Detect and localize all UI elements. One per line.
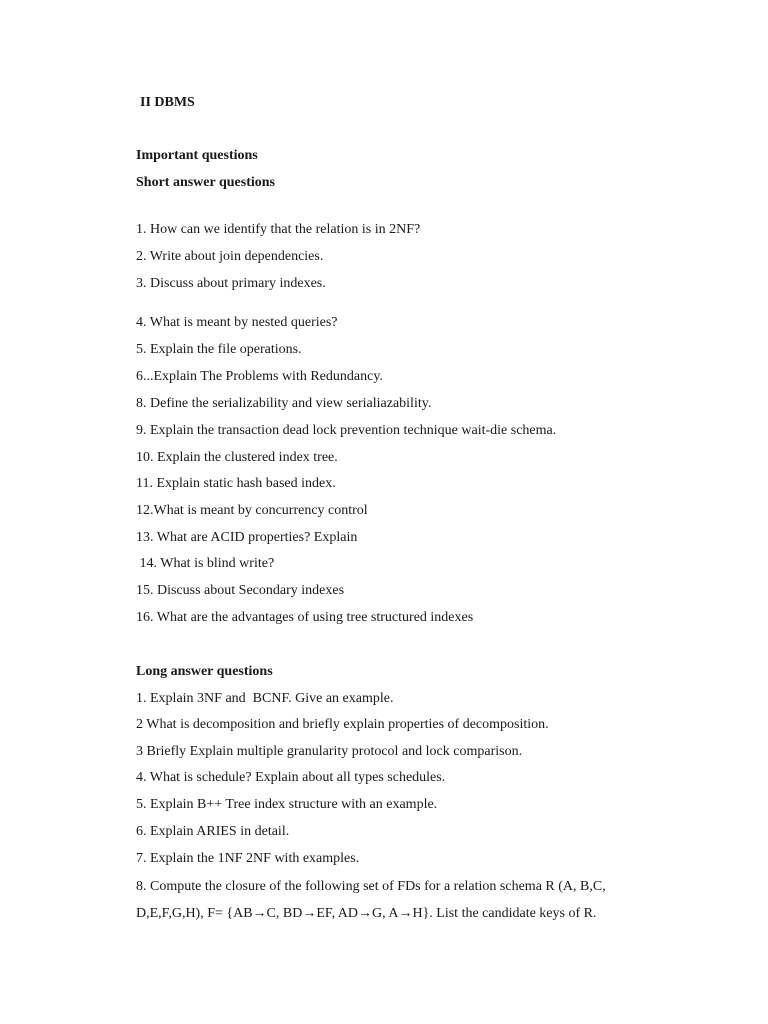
short-question-item: 1. How can we identify that the relation is in 2NF? — [136, 222, 421, 237]
short-question-item: 5. Explain the file operations. — [136, 342, 302, 357]
short-question-item: 12.What is meant by concurrency control — [136, 503, 368, 518]
course-title: II DBMS — [140, 95, 195, 110]
short-question-item: 3. Discuss about primary indexes. — [136, 276, 326, 291]
short-question-item: 13. What are ACID properties? Explain — [136, 530, 358, 545]
long-question-item: 3 Briefly Explain multiple granularity protocol and lock comparison. — [136, 744, 523, 759]
long-question-item: 1. Explain 3NF and BCNF. Give an example. — [136, 691, 394, 706]
important-questions-heading: Important questions — [136, 148, 258, 163]
long-question-item: 8. Compute the closure of the following set of FDs for a relation schema R (A, B,C, — [136, 879, 606, 894]
long-question-item: 6. Explain ARIES in detail. — [136, 824, 290, 839]
long-question-item: 2 What is decomposition and briefly explain properties of decomposition. — [136, 717, 549, 732]
long-question-item: 7. Explain the 1NF 2NF with examples. — [136, 851, 360, 866]
long-question-item: 4. What is schedule? Explain about all types schedules. — [136, 770, 446, 785]
short-question-item: 6...Explain The Problems with Redundancy. — [136, 369, 383, 384]
short-question-item: 2. Write about join dependencies. — [136, 249, 324, 264]
short-question-item: 14. What is blind write? — [136, 556, 275, 571]
short-question-item: 16. What are the advantages of using tree structured indexes — [136, 610, 474, 625]
long-question-item: 5. Explain B++ Tree index structure with an example. — [136, 797, 438, 812]
short-question-item: 4. What is meant by nested queries? — [136, 315, 338, 330]
short-question-item: 8. Define the serializability and view serialiazability. — [136, 396, 432, 411]
short-answer-section-title: Short answer questions — [136, 175, 275, 190]
short-question-item: 10. Explain the clustered index tree. — [136, 450, 338, 465]
long-answer-section-title: Long answer questions — [136, 664, 273, 679]
long-question-item: D,E,F,G,H), F= {AB→C, BD→EF, AD→G, A→H}. List the candidate keys of R. — [136, 906, 597, 921]
short-question-item: 15. Discuss about Secondary indexes — [136, 583, 345, 598]
short-question-item: 9. Explain the transaction dead lock prevention technique wait-die schema. — [136, 423, 557, 438]
short-question-item: 11. Explain static hash based index. — [136, 476, 336, 491]
